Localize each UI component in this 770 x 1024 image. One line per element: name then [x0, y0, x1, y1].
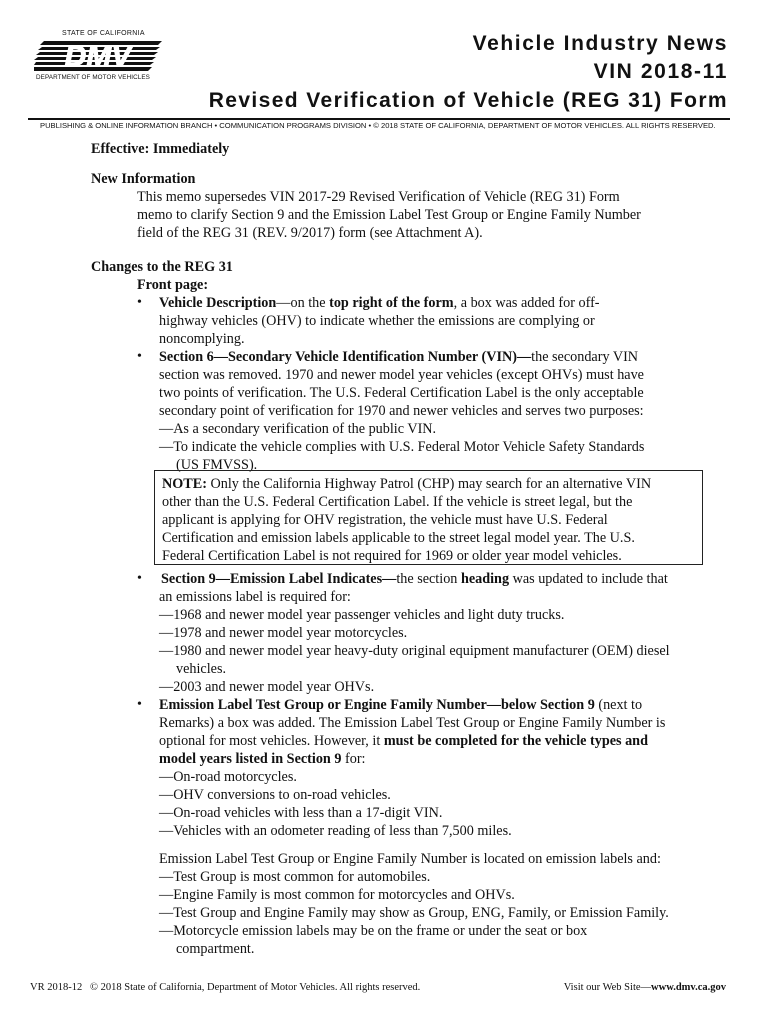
text-line: —Engine Family is most common for motorcycles and OHVs. — [159, 887, 515, 903]
text-line: highway vehicles (OHV) to indicate whether the emissions are complying or — [159, 313, 595, 329]
text-line: an emissions label is required for: — [159, 589, 351, 605]
changes-heading: Changes to the REG 31 — [91, 259, 233, 275]
bullet-icon: • — [137, 349, 142, 364]
text-line: —2003 and newer model year OHVs. — [159, 679, 375, 695]
text-line: secondary point of verification for 1970 and newer vehicles and serves two purposes: — [159, 403, 644, 419]
text: the secondary VIN — [531, 349, 639, 365]
note-line: applicant is applying for OHV registration, the vehicle must have U.S. Federal — [162, 512, 608, 528]
text-line: —Motorcycle emission labels may be on the frame or under the seat or box — [159, 923, 588, 939]
bold-text: Emission Label Test Group or Engine Family Number—below Section 9 — [159, 697, 595, 713]
text: was updated to include that — [509, 571, 668, 587]
text-line: —To indicate the vehicle complies with U.S. Federal Motor Vehicle Safety Standards — [159, 439, 645, 455]
text-line — [159, 732, 648, 750]
new-info-line: field of the REG 31 (REV. 9/2017) form (see Attachment A). — [137, 225, 483, 241]
text: , a box was added for off- — [453, 295, 600, 311]
new-info-heading: New Information — [91, 171, 196, 187]
bold-text: top right of the form — [329, 295, 454, 311]
effective-date: Effective: Immediately — [91, 141, 230, 157]
text: the section — [396, 571, 461, 587]
bold-text: Vehicle Description — [159, 295, 277, 311]
logo-mark-text: DMV — [64, 40, 132, 73]
note-line: Federal Certification Label is not required for 1969 or older year model vehicles. — [162, 548, 622, 564]
text-line: Remarks) a box was added. The Emission Label Test Group or Engine Family Number is — [159, 715, 666, 731]
front-page-heading: Front page: — [137, 277, 209, 293]
logo-dept-text: DEPARTMENT OF MOTOR VEHICLES — [36, 74, 150, 81]
dmv-logo-mark — [34, 39, 164, 73]
text-line: —1968 and newer model year passenger vehicles and light duty trucks. — [159, 607, 565, 623]
bullet-icon: • — [137, 295, 142, 310]
vin-number: VIN 2018-11 — [593, 60, 728, 83]
header-divider — [28, 118, 730, 120]
bullet-icon: • — [137, 697, 142, 712]
bold-text: Section 9—Emission Label Indicates— — [161, 571, 397, 587]
note-label: NOTE: — [162, 476, 207, 492]
text-line: —OHV conversions to on-road vehicles. — [159, 787, 391, 803]
footer-web-prefix: Visit our Web Site— — [563, 982, 652, 993]
bullet-item-section-6 — [159, 348, 638, 366]
text-line: noncomplying. — [159, 331, 245, 347]
memo-subject: Revised Verification of Vehicle (REG 31) Form — [208, 89, 728, 112]
bold-text: must be completed for the vehicle types and — [383, 733, 648, 749]
footer-copyright: © 2018 State of California, Department of Motor Vehicles. All rights reserved. — [90, 982, 421, 993]
note-line: other than the U.S. Federal Certification Label. If the vehicle is street legal, but the — [162, 494, 633, 510]
publisher-credit: PUBLISHING & ONLINE INFORMATION BRANCH • COMMUNICATION PROGRAMS DIVISION • © 2018 STATE OF CALIFORNIA, DEPARTMENT OF MOTOR VEHICLES. ALL RIGHTS RESERVED. — [40, 121, 716, 130]
note-line — [162, 475, 651, 493]
text-line: (US FMVSS). — [176, 457, 258, 473]
new-info-line: memo to clarify Section 9 and the Emission Label Test Group or Engine Family Number — [137, 207, 641, 223]
text-line: —1980 and newer model year heavy-duty original equipment manufacturer (OEM) diesel — [159, 643, 670, 659]
logo-state-text: STATE OF CALIFORNIA — [62, 30, 145, 37]
text: —on the — [276, 295, 330, 311]
text-line: compartment. — [176, 941, 255, 957]
text-line: vehicles. — [176, 661, 227, 677]
text: optional for most vehicles. However, it — [159, 733, 384, 749]
text-line: —Vehicles with an odometer reading of less than 7,500 miles. — [159, 823, 512, 839]
text-line: —On-road vehicles with less than a 17-digit VIN. — [159, 805, 443, 821]
bold-text: Section 6—Secondary Vehicle Identification Number (VIN)— — [159, 349, 532, 365]
bullet-item-emission-label — [159, 696, 642, 714]
text-line: two points of verification. The U.S. Federal Certification Label is the only acceptable — [159, 385, 644, 401]
text-line — [159, 750, 366, 768]
text-line: —As a secondary verification of the public VIN. — [159, 421, 437, 437]
new-info-line: This memo supersedes VIN 2017-29 Revised Verification of Vehicle (REG 31) Form — [137, 189, 620, 205]
text-line: —On-road motorcycles. — [159, 769, 297, 785]
text-line: —Test Group and Engine Family may show as Group, ENG, Family, or Emission Family. — [159, 905, 669, 921]
text-line: section was removed. 1970 and newer model year vehicles (except OHVs) must have — [159, 367, 644, 383]
bold-text: model years listed in Section 9 — [159, 751, 342, 767]
bold-text: heading — [460, 571, 510, 587]
text-line: —Test Group is most common for automobiles. — [159, 869, 431, 885]
bullet-item-vehicle-description — [159, 294, 600, 312]
bullet-icon: • — [137, 571, 142, 586]
text: Only the California Highway Patrol (CHP) may search for an alternative VIN — [206, 476, 652, 492]
note-line: Certification and emission labels applicable to the street legal model year. The U.S. — [162, 530, 635, 546]
footer-code: VR 2018-12 — [30, 982, 83, 993]
text: (next to — [594, 697, 643, 713]
footer-website — [564, 982, 726, 993]
text-line: Emission Label Test Group or Engine Family Number is located on emission labels and: — [159, 851, 661, 867]
website-link[interactable]: www.dmv.ca.gov — [651, 982, 726, 993]
text: for: — [341, 751, 366, 767]
dmv-logo — [28, 30, 168, 90]
bullet-item-section-9 — [161, 570, 668, 588]
text-line: —1978 and newer model year motorcycles. — [159, 625, 408, 641]
publication-title: Vehicle Industry News — [472, 32, 728, 55]
